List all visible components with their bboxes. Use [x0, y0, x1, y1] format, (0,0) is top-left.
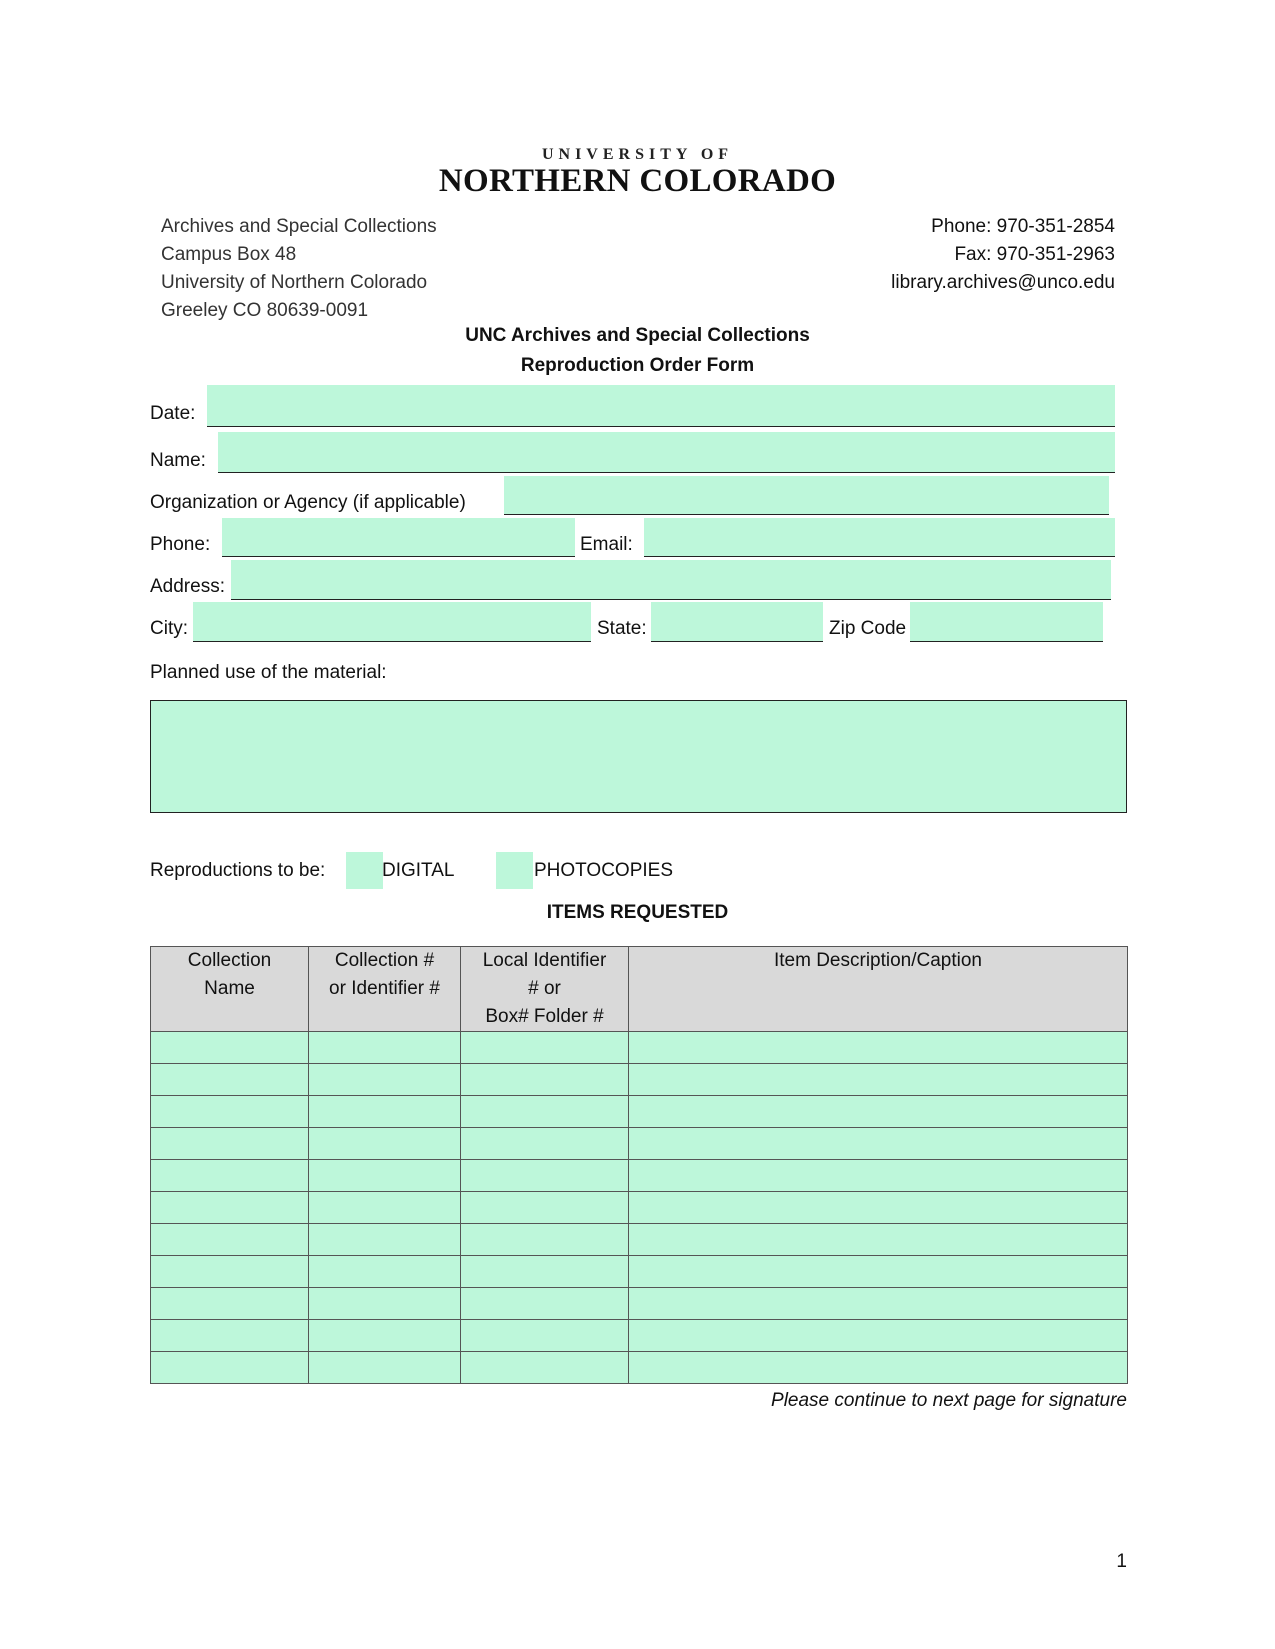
item-description-cell[interactable]	[629, 1288, 1128, 1320]
state-field[interactable]	[651, 602, 823, 642]
reproductions-label: Reproductions to be:	[150, 860, 326, 881]
contact-phone: Phone: 970-351-2854	[931, 216, 1115, 237]
address-line: Greeley CO 80639-0091	[161, 300, 369, 321]
organization-field[interactable]	[504, 476, 1109, 515]
table-row	[151, 1352, 1128, 1384]
column-header-collection-name: Collection Name	[151, 947, 309, 1032]
form-title-line1: UNC Archives and Special Collections	[465, 325, 810, 346]
collection-number-cell[interactable]	[309, 1096, 461, 1128]
collection-name-cell[interactable]	[151, 1256, 309, 1288]
state-label: State:	[597, 618, 647, 639]
city-field[interactable]	[193, 602, 591, 642]
column-header-item-description: Item Description/Caption	[629, 947, 1128, 1032]
collection-name-cell[interactable]	[151, 1160, 309, 1192]
local-identifier-cell[interactable]	[461, 1288, 629, 1320]
date-field[interactable]	[207, 385, 1115, 427]
digital-checkbox[interactable]	[346, 852, 383, 889]
address-line: Archives and Special Collections	[161, 216, 437, 237]
contact-fax: Fax: 970-351-2963	[954, 244, 1115, 265]
collection-name-cell[interactable]	[151, 1320, 309, 1352]
planned-use-label: Planned use of the material:	[150, 662, 387, 683]
collection-number-cell[interactable]	[309, 1320, 461, 1352]
table-row	[151, 1032, 1128, 1064]
contact-email: library.archives@unco.edu	[891, 272, 1115, 293]
collection-number-cell[interactable]	[309, 1192, 461, 1224]
table-row	[151, 1288, 1128, 1320]
item-description-cell[interactable]	[629, 1192, 1128, 1224]
phone-field[interactable]	[222, 518, 575, 557]
local-identifier-cell[interactable]	[461, 1192, 629, 1224]
collection-number-cell[interactable]	[309, 1256, 461, 1288]
item-description-cell[interactable]	[629, 1032, 1128, 1064]
email-field[interactable]	[644, 518, 1115, 557]
table-row	[151, 1128, 1128, 1160]
item-description-cell[interactable]	[629, 1128, 1128, 1160]
table-row	[151, 1096, 1128, 1128]
items-header-row	[151, 947, 1128, 1032]
local-identifier-cell[interactable]	[461, 1352, 629, 1384]
local-identifier-cell[interactable]	[461, 1096, 629, 1128]
local-identifier-cell[interactable]	[461, 1320, 629, 1352]
form-title-line2: Reproduction Order Form	[520, 355, 755, 376]
collection-number-cell[interactable]	[309, 1352, 461, 1384]
date-label: Date:	[150, 403, 196, 424]
column-header-collection-number: Collection # or Identifier #	[309, 947, 461, 1032]
collection-number-cell[interactable]	[309, 1128, 461, 1160]
collection-name-cell[interactable]	[151, 1096, 309, 1128]
collection-name-cell[interactable]	[151, 1352, 309, 1384]
local-identifier-cell[interactable]	[461, 1160, 629, 1192]
address-line: University of Northern Colorado	[161, 272, 428, 293]
table-row	[151, 1256, 1128, 1288]
address-label: Address:	[150, 576, 225, 597]
phone-label: Phone:	[150, 534, 211, 555]
organization-label: Organization or Agency (if applicable)	[150, 492, 466, 513]
logo-university-of: UNIVERSITY OF	[541, 146, 734, 163]
collection-name-cell[interactable]	[151, 1032, 309, 1064]
contact-block	[891, 213, 1115, 297]
collection-name-cell[interactable]	[151, 1128, 309, 1160]
collection-number-cell[interactable]	[309, 1160, 461, 1192]
logo-northern-colorado: NORTHERN COLORADO	[438, 163, 837, 199]
item-description-cell[interactable]	[629, 1320, 1128, 1352]
email-label: Email:	[580, 534, 633, 555]
collection-name-cell[interactable]	[151, 1192, 309, 1224]
items-table	[150, 946, 1128, 1384]
photocopies-checkbox[interactable]	[496, 852, 533, 889]
collection-number-cell[interactable]	[309, 1032, 461, 1064]
digital-option-label: DIGITAL	[382, 860, 455, 881]
address-field[interactable]	[231, 560, 1111, 600]
collection-number-cell[interactable]	[309, 1288, 461, 1320]
item-description-cell[interactable]	[629, 1224, 1128, 1256]
city-label: City:	[150, 618, 188, 639]
item-description-cell[interactable]	[629, 1256, 1128, 1288]
table-row	[151, 1192, 1128, 1224]
collection-number-cell[interactable]	[309, 1064, 461, 1096]
zip-label: Zip Code	[829, 618, 907, 639]
zip-field[interactable]	[910, 602, 1103, 642]
collection-name-cell[interactable]	[151, 1224, 309, 1256]
page-number: 1	[1116, 1551, 1127, 1572]
item-description-cell[interactable]	[629, 1096, 1128, 1128]
collection-name-cell[interactable]	[151, 1288, 309, 1320]
table-row	[151, 1320, 1128, 1352]
local-identifier-cell[interactable]	[461, 1224, 629, 1256]
collection-number-cell[interactable]	[309, 1224, 461, 1256]
table-row	[151, 1160, 1128, 1192]
continue-note: Please continue to next page for signature	[771, 1390, 1127, 1411]
item-description-cell[interactable]	[629, 1352, 1128, 1384]
table-row	[151, 1224, 1128, 1256]
item-description-cell[interactable]	[629, 1160, 1128, 1192]
address-block	[161, 213, 437, 325]
name-label: Name:	[150, 450, 206, 471]
address-line: Campus Box 48	[161, 244, 297, 265]
planned-use-textarea[interactable]	[150, 700, 1127, 813]
photocopies-option-label: PHOTOCOPIES	[534, 860, 674, 881]
name-field[interactable]	[218, 432, 1115, 473]
item-description-cell[interactable]	[629, 1064, 1128, 1096]
items-requested-heading: ITEMS REQUESTED	[546, 902, 729, 923]
local-identifier-cell[interactable]	[461, 1128, 629, 1160]
collection-name-cell[interactable]	[151, 1064, 309, 1096]
items-table-body	[151, 1032, 1128, 1384]
local-identifier-cell[interactable]	[461, 1032, 629, 1064]
table-row	[151, 1064, 1128, 1096]
local-identifier-cell[interactable]	[461, 1256, 629, 1288]
column-header-local-identifier: Local Identifier # or Box# Folder #	[461, 947, 629, 1032]
local-identifier-cell[interactable]	[461, 1064, 629, 1096]
